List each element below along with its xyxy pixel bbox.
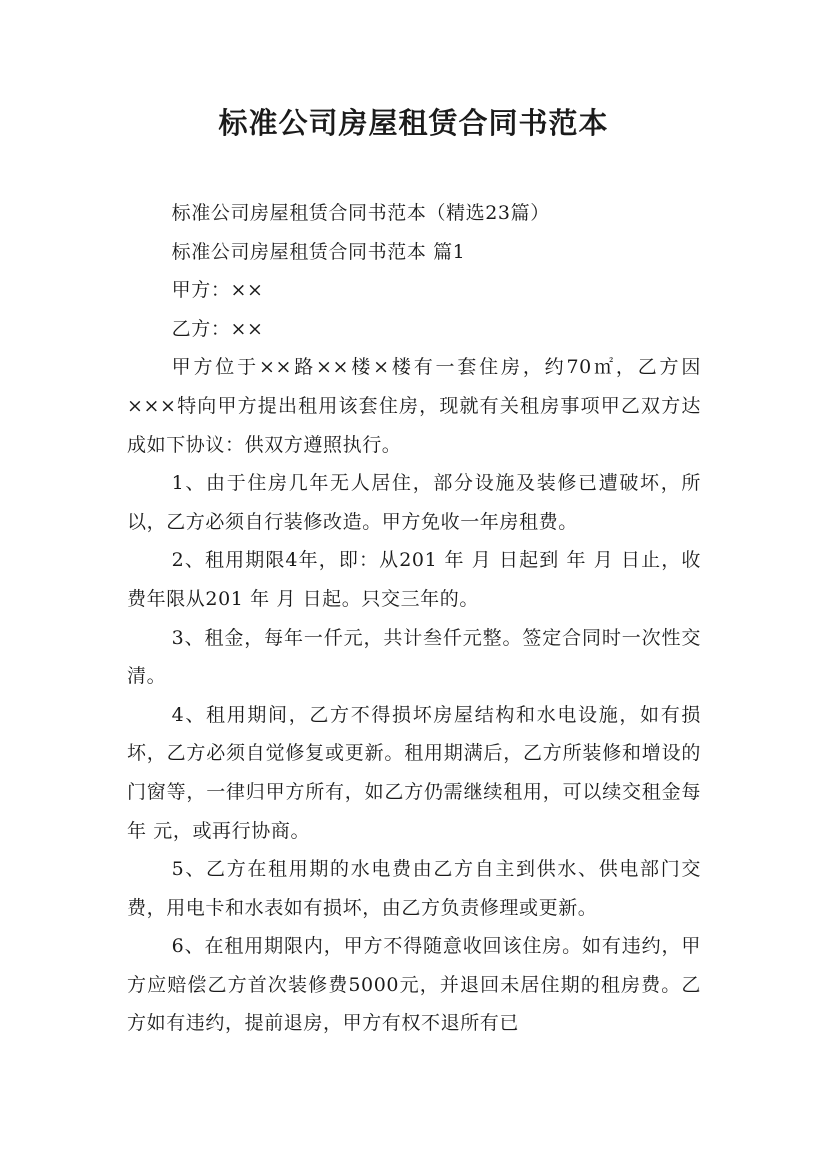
- paragraph-intro: 甲方位于××路××楼×楼有一套住房，约70㎡，乙方因×××特向甲方提出租用该套住房，现就有关租房事项甲乙双方达成如下协议：供双方遵照执行。: [127, 356, 701, 456]
- paragraph-party-a: 甲方：××: [171, 279, 264, 302]
- paragraph-party-b: 乙方：××: [171, 317, 264, 340]
- document-title: 标准公司房屋租赁合同书范本: [218, 106, 609, 140]
- paragraph-clause-2: 2、租用期限4年，即：从201 年 月 日起到 年 月 日止，收费年限从201 年 月 日起。只交三年的。: [127, 549, 701, 610]
- paragraph-clause-4: 4、租用期间，乙方不得损坏房屋结构和水电设施，如有损坏，乙方必须自觉修复或更新。租用期满后，乙方所装修和增设的门窗等，一律归甲方所有，如乙方仍需继续租用，可以续交租金每年 元，或再行协商。: [127, 703, 701, 842]
- paragraph-clause-6: 6、在租用期限内，甲方不得随意收回该住房。如有违约，甲方应赔偿乙方首次装修费5000元，并退回未居住期的租房费。乙方如有违约，提前退房，甲方有权不退所有已: [127, 935, 701, 1035]
- document-body: [127, 194, 701, 1043]
- paragraph-clause-5: 5、乙方在租用期的水电费由乙方自主到供水、供电部门交费，用电卡和水表如有损坏，由乙方负责修理或更新。: [127, 858, 701, 919]
- paragraph-heading-article-1: 标准公司房屋租赁合同书范本 篇1: [171, 240, 466, 263]
- paragraph-clause-3: 3、租金，每年一仟元，共计叁仟元整。签定合同时一次性交清。: [127, 626, 701, 688]
- paragraph-heading-collection: 标准公司房屋租赁合同书范本（精选23篇）: [171, 202, 550, 224]
- paragraph-clause-1: 1、由于住房几年无人居住，部分设施及装修已遭破坏，所以，乙方必须自行装修改造。甲方免收一年房租费。: [127, 472, 701, 533]
